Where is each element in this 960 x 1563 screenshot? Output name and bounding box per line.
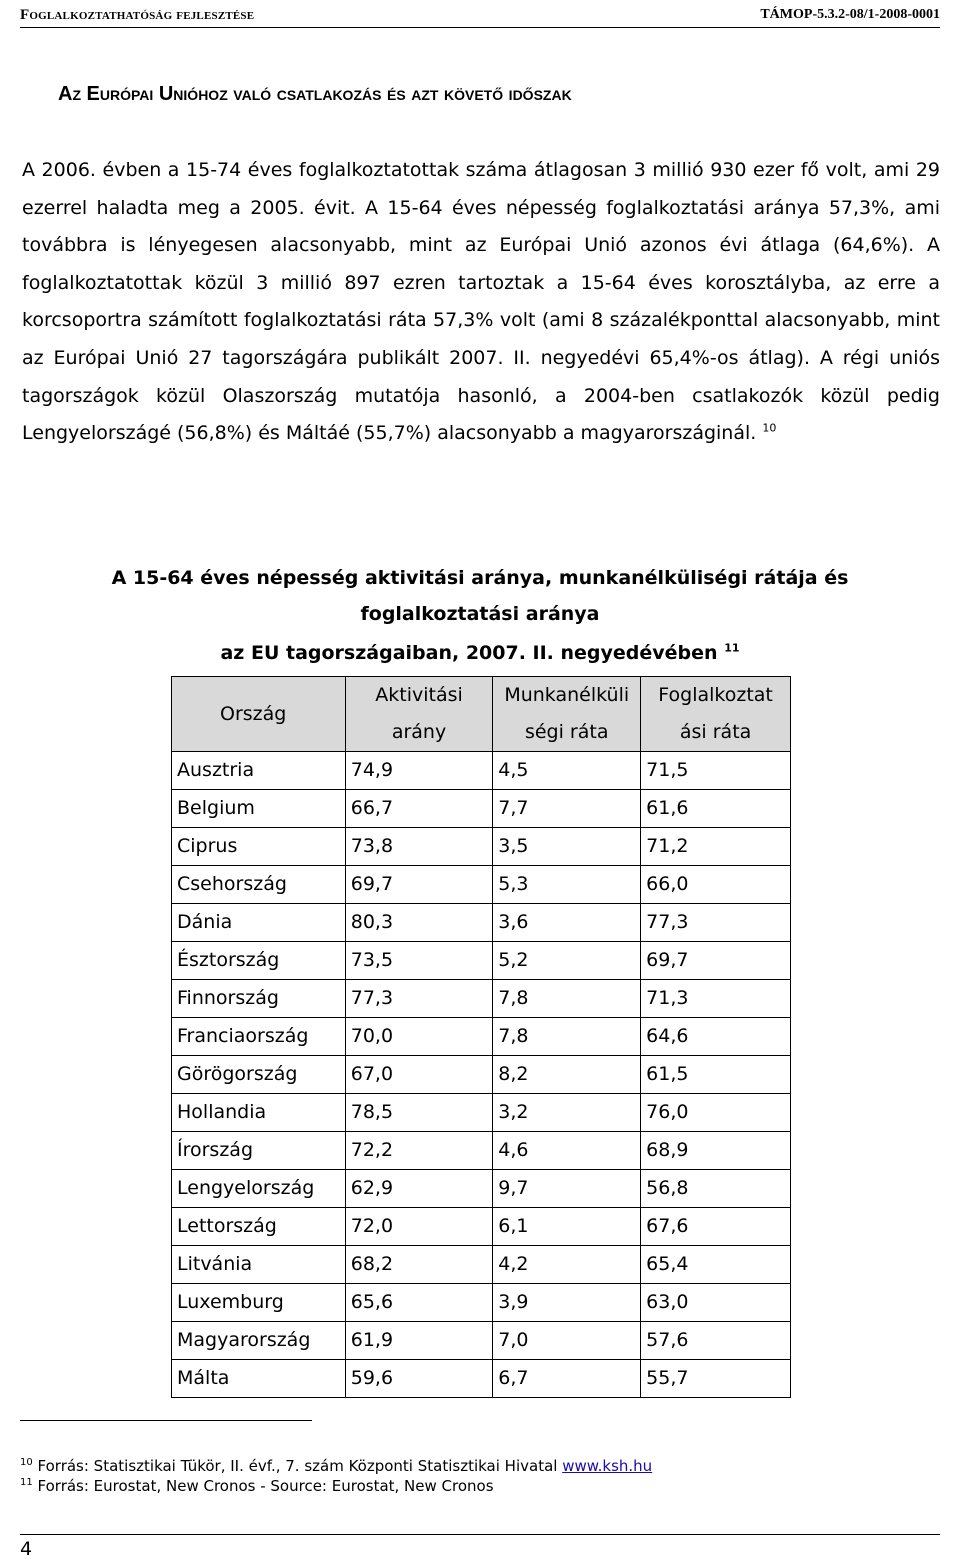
section-title: Az Európai Unióhoz való csatlakozás és azt követő időszak	[58, 83, 572, 105]
table-row	[172, 1018, 791, 1056]
header-employment-line-1: Foglalkoztat	[658, 684, 773, 706]
footnote-rule	[20, 1420, 312, 1421]
cell-activity-rate: 68,2	[345, 1246, 493, 1284]
cell-employment-rate: 69,7	[641, 942, 791, 980]
cell-employment-rate: 55,7	[641, 1360, 791, 1398]
running-header	[20, 4, 940, 26]
cell-country: Ciprus	[172, 828, 346, 866]
table-row	[172, 866, 791, 904]
header-unemployment-line-2: ségi ráta	[524, 721, 609, 743]
table-row	[172, 1056, 791, 1094]
footnote-ref-10: 10	[762, 421, 777, 435]
cell-employment-rate: 57,6	[641, 1322, 791, 1360]
cell-unemployment-rate: 4,2	[493, 1246, 641, 1284]
cell-country: Ausztria	[172, 752, 346, 790]
cell-employment-rate: 63,0	[641, 1284, 791, 1322]
cell-employment-rate: 71,5	[641, 752, 791, 790]
cell-activity-rate: 70,0	[345, 1018, 493, 1056]
cell-unemployment-rate: 3,9	[493, 1284, 641, 1322]
table-row	[172, 1360, 791, 1398]
cell-activity-rate: 59,6	[345, 1360, 493, 1398]
cell-employment-rate: 61,6	[641, 790, 791, 828]
cell-country: Lengyelország	[172, 1170, 346, 1208]
header-country: Ország	[172, 677, 346, 752]
cell-employment-rate: 68,9	[641, 1132, 791, 1170]
table-row	[172, 790, 791, 828]
cell-activity-rate: 73,5	[345, 942, 493, 980]
header-unemployment-line-1: Munkanélküli	[504, 684, 630, 706]
body-paragraph-text: A 2006. évben a 15-74 éves foglalkoztatottak száma átlagosan 3 millió 930 ezer fő volt, ami 29 ezerrel haladta meg a 2005. évit. A 15-64 éves népesség foglalkoztatási aránya 57,3%, ami továbbra is lényegesen alacsonyabb, mint az Európai Unió azonos évi átlaga (64,6%). A foglalkoztatottak közül 3 millió 897 ezren tartoztak a 15-64 éves korosztályba, az erre a korcsoportra számított foglalkoztatási ráta 57,3% volt (ami 8 százalékponttal alacsonyabb, mint az Európai Unió 27 tagországára publikált 2007. II. negyedévi 65,4%-os átlag). A régi uniós tagországok közül Olaszország mutatója hasonló, a 2004-ben csatlakozók közül pedig Lengyelországé (56,8%) és Máltáé (55,7%) alacsonyabb a magyarországinál.	[22, 159, 940, 445]
header-employment-line-2: ási ráta	[679, 721, 752, 743]
footnote-ref-11: 11	[724, 641, 740, 655]
table-body	[172, 752, 791, 1398]
cell-activity-rate: 72,0	[345, 1208, 493, 1246]
cell-employment-rate: 67,6	[641, 1208, 791, 1246]
cell-unemployment-rate: 7,0	[493, 1322, 641, 1360]
body-paragraph	[22, 152, 940, 453]
cell-country: Hollandia	[172, 1094, 346, 1132]
eu-labour-table	[171, 676, 791, 1398]
cell-employment-rate: 71,3	[641, 980, 791, 1018]
cell-activity-rate: 66,7	[345, 790, 493, 828]
cell-employment-rate: 66,0	[641, 866, 791, 904]
table-row	[172, 904, 791, 942]
footnote-10-text: Forrás: Statisztikai Tükör, II. évf., 7. szám Központi Statisztikai Hivatal	[37, 1457, 563, 1475]
cell-unemployment-rate: 4,5	[493, 752, 641, 790]
cell-unemployment-rate: 3,2	[493, 1094, 641, 1132]
cell-country: Finnország	[172, 980, 346, 1018]
header-activity-rate	[345, 677, 493, 752]
cell-unemployment-rate: 3,5	[493, 828, 641, 866]
table-row	[172, 1170, 791, 1208]
cell-activity-rate: 65,6	[345, 1284, 493, 1322]
cell-country: Litvánia	[172, 1246, 346, 1284]
table-title-line-1: A 15-64 éves népesség aktivitási aránya, munkanélküliségi rátája és	[111, 567, 849, 589]
cell-country: Belgium	[172, 790, 346, 828]
cell-activity-rate: 62,9	[345, 1170, 493, 1208]
cell-activity-rate: 67,0	[345, 1056, 493, 1094]
footnote-11-number: 11	[20, 1477, 33, 1488]
table-row	[172, 1208, 791, 1246]
cell-country: Málta	[172, 1360, 346, 1398]
cell-unemployment-rate: 9,7	[493, 1170, 641, 1208]
table-row	[172, 1094, 791, 1132]
cell-employment-rate: 77,3	[641, 904, 791, 942]
cell-activity-rate: 74,9	[345, 752, 493, 790]
footnote-10	[20, 1456, 940, 1476]
footer-rule	[20, 1534, 940, 1535]
table-header-row	[172, 677, 791, 752]
cell-employment-rate: 56,8	[641, 1170, 791, 1208]
table-title-line-3	[60, 635, 900, 671]
cell-country: Luxemburg	[172, 1284, 346, 1322]
cell-activity-rate: 69,7	[345, 866, 493, 904]
cell-country: Dánia	[172, 904, 346, 942]
table-row	[172, 752, 791, 790]
cell-unemployment-rate: 7,8	[493, 980, 641, 1018]
cell-country: Magyarország	[172, 1322, 346, 1360]
cell-unemployment-rate: 6,7	[493, 1360, 641, 1398]
cell-country: Görögország	[172, 1056, 346, 1094]
cell-unemployment-rate: 7,8	[493, 1018, 641, 1056]
table-row	[172, 828, 791, 866]
footnote-10-number: 10	[20, 1457, 33, 1468]
header-project-code: TÁMOP-5.3.2-08/1-2008-0001	[760, 7, 940, 22]
cell-employment-rate: 61,5	[641, 1056, 791, 1094]
cell-activity-rate: 61,9	[345, 1322, 493, 1360]
table-row	[172, 1246, 791, 1284]
cell-unemployment-rate: 3,6	[493, 904, 641, 942]
page-number: 4	[20, 1538, 33, 1560]
header-project-title: Foglalkoztathatóság fejlesztése	[20, 6, 255, 23]
cell-country: Csehország	[172, 866, 346, 904]
cell-activity-rate: 73,8	[345, 828, 493, 866]
cell-activity-rate: 77,3	[345, 980, 493, 1018]
cell-country: Franciaország	[172, 1018, 346, 1056]
cell-employment-rate: 65,4	[641, 1246, 791, 1284]
cell-unemployment-rate: 7,7	[493, 790, 641, 828]
cell-unemployment-rate: 8,2	[493, 1056, 641, 1094]
table-title-line-2: foglalkoztatási aránya	[360, 603, 600, 625]
header-rule	[20, 27, 940, 28]
cell-activity-rate: 80,3	[345, 904, 493, 942]
table-row	[172, 942, 791, 980]
cell-unemployment-rate: 5,2	[493, 942, 641, 980]
cell-country: Észtország	[172, 942, 346, 980]
cell-activity-rate: 72,2	[345, 1132, 493, 1170]
footnote-11	[20, 1476, 940, 1496]
table-row	[172, 1322, 791, 1360]
table-title-line-3-text: az EU tagországaiban, 2007. II. negyedévében	[220, 642, 718, 664]
cell-country: Írország	[172, 1132, 346, 1170]
cell-employment-rate: 71,2	[641, 828, 791, 866]
footnote-11-text: Forrás: Eurostat, New Cronos - Source: Eurostat, New Cronos	[37, 1477, 494, 1495]
table-row	[172, 980, 791, 1018]
table-row	[172, 1284, 791, 1322]
header-activity-line-1: Aktivitási	[375, 684, 463, 706]
table-row	[172, 1132, 791, 1170]
cell-country: Lettország	[172, 1208, 346, 1246]
cell-activity-rate: 78,5	[345, 1094, 493, 1132]
cell-unemployment-rate: 6,1	[493, 1208, 641, 1246]
footnotes	[20, 1456, 940, 1496]
header-unemployment-rate	[493, 677, 641, 752]
header-employment-rate	[641, 677, 791, 752]
ksh-link[interactable]: www.ksh.hu	[562, 1457, 653, 1475]
cell-employment-rate: 76,0	[641, 1094, 791, 1132]
header-activity-line-2: arány	[391, 721, 447, 743]
cell-employment-rate: 64,6	[641, 1018, 791, 1056]
cell-unemployment-rate: 5,3	[493, 866, 641, 904]
cell-unemployment-rate: 4,6	[493, 1132, 641, 1170]
